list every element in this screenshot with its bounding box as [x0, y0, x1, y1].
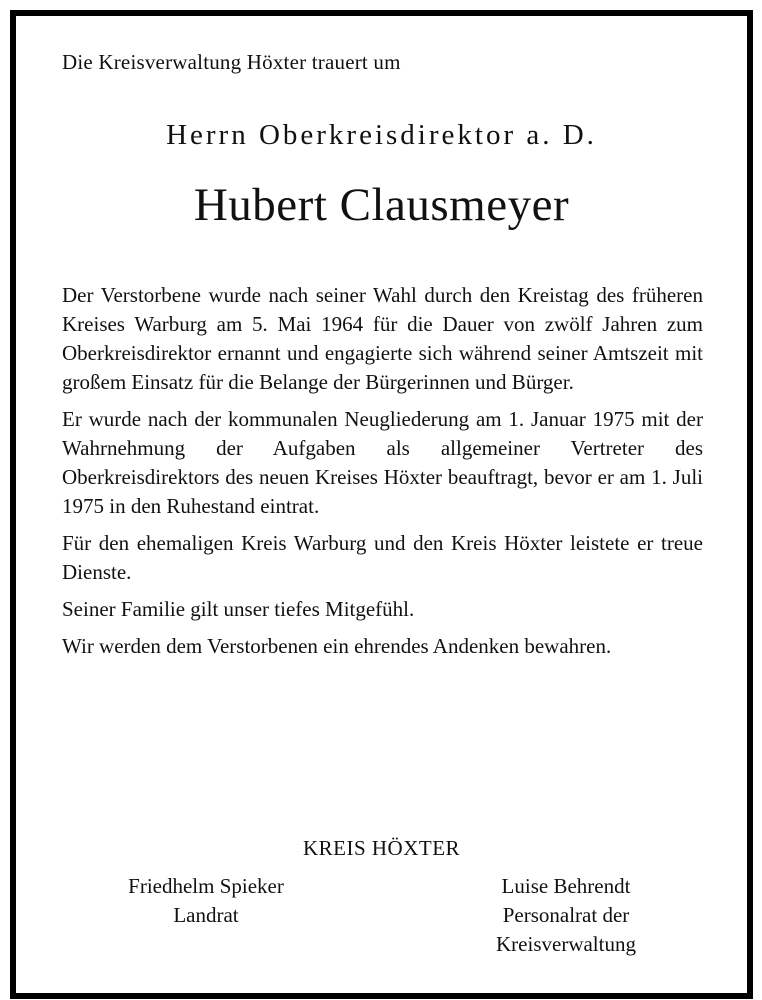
body-paragraph: Für den ehemaligen Kreis Warburg und den Kreis Höxter leistete er treue Dienste.	[62, 531, 703, 584]
signatory-role: Personalrat der	[502, 903, 630, 927]
obituary-body	[62, 281, 703, 669]
intro-line: Die Kreisverwaltung Höxter trauert um	[62, 50, 401, 74]
body-paragraph: Er wurde nach der kommunalen Neugliederung am 1. Januar 1975 mit der Wahrnehmung der Aufgaben als allgemeiner Vertreter des Oberkreisdirektors des neuen Kreises Höxter beauftragt, bevor er am 1. Juli 1975 in den Ruhestand eintrat.	[62, 407, 703, 518]
organization-name: KREIS HÖXTER	[302, 836, 461, 860]
signatory-role: Landrat	[173, 903, 239, 927]
obituary-frame	[10, 10, 753, 999]
honorific-title: Herrn Oberkreisdirektor a. D.	[166, 119, 597, 151]
deceased-name: Hubert Clausmeyer	[193, 179, 570, 231]
body-paragraph: Der Verstorbene wurde nach seiner Wahl durch den Kreistag des früheren Kreises Warburg am 5. Mai 1964 für die Dauer von zwölf Jahren zum Oberkreisdirektor ernannt und engagierte sich während seiner Amtszeit mit großem Einsatz für die Belange der Bürgerinnen und Bürger.	[62, 283, 703, 394]
signatory-role-continued: Kreisverwaltung	[496, 932, 636, 956]
signatory-right	[446, 872, 686, 959]
signatory-name: Luise Behrendt	[501, 874, 631, 898]
body-paragraph: Wir werden dem Verstorbenen ein ehrendes Andenken bewahren.	[62, 634, 612, 658]
signatory-name: Friedhelm Spieker	[128, 874, 284, 898]
body-paragraph: Seiner Familie gilt unser tiefes Mitgefühl.	[62, 597, 415, 621]
signatory-left	[86, 872, 326, 930]
